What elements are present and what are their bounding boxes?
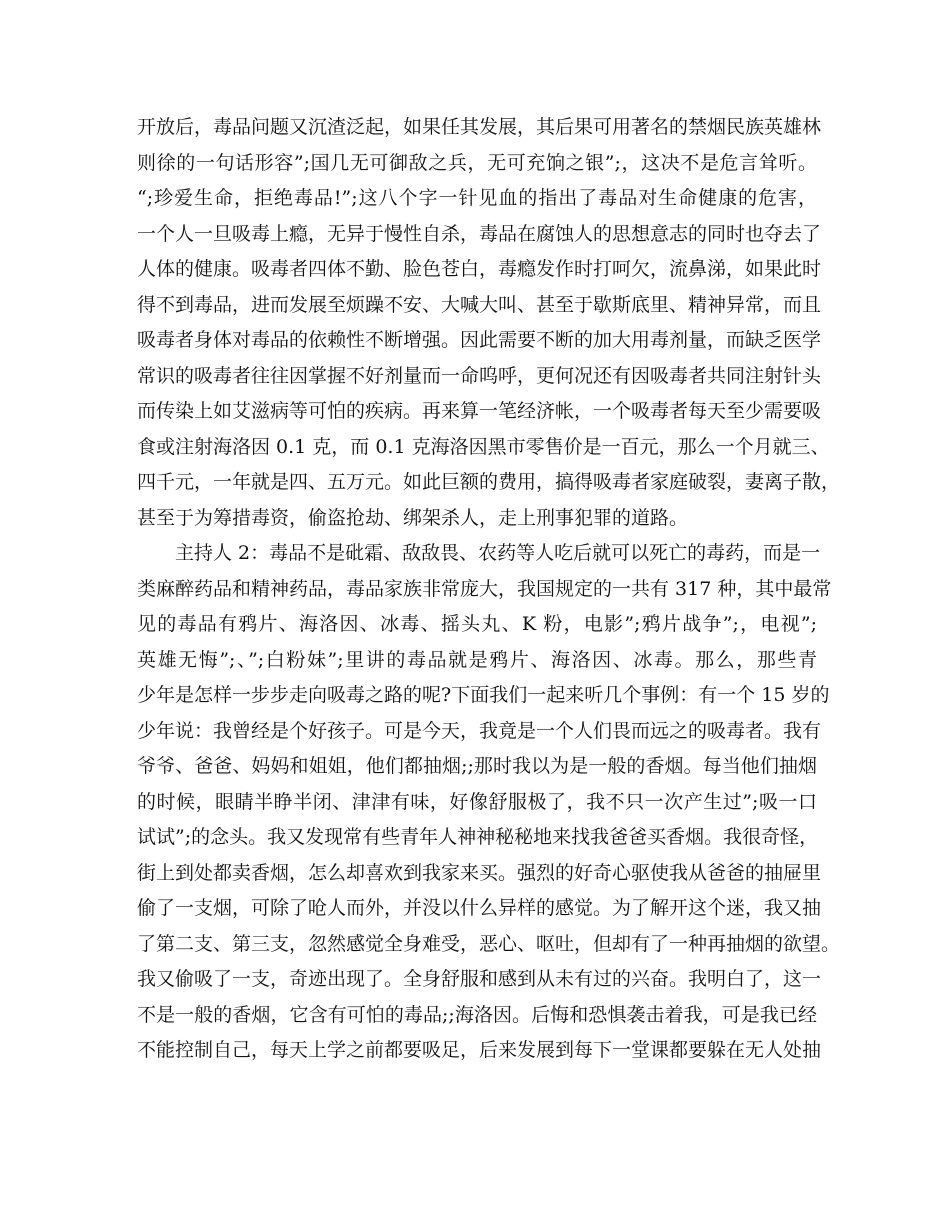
text-line: 吸毒者身体对毒品的依赖性不断增强。因此需要不断的加大用毒剂量，而缺乏医学 xyxy=(137,329,822,351)
text-line: 爷爷、爸爸、妈妈和姐姐，他们都抽烟;;那时我以为是一般的香烟。每当他们抽烟 xyxy=(137,755,817,777)
body-text xyxy=(137,110,841,1069)
text-line: 常识的吸毒者往往因掌握不好剂量而一命呜呼，更何况还有因吸毒者共同注射针头 xyxy=(137,364,822,387)
text-line: 我又偷吸了一支，奇迹出现了。全身舒服和感到从未有过的兴奋。我明白了，这一 xyxy=(137,968,822,990)
text-line: 少年说：我曾经是个好孩子。可是今天，我竟是一个人们畏而远之的吸毒者。我有 xyxy=(137,719,822,742)
text-line: 得不到毒品，进而发展至烦躁不安、大喊大叫、甚至于歇斯底里、精神异常，而且 xyxy=(137,293,822,316)
paragraph-start-line: 主持人 2：毒品不是砒霜、敌敌畏、农药等人吃后就可以死亡的毒药，而是一 xyxy=(175,542,821,564)
text-line: 开放后，毒品问题又沉渣泛起，如果任其发展，其后果可用著名的禁烟民族英雄林 xyxy=(137,116,822,138)
text-line: 四千元，一年就是四、五万元。如此巨额的费用，搞得吸毒者家庭破裂，妻离子散， xyxy=(137,471,841,493)
text-line: 甚至于为筹措毒资，偷盗抢劫、绑架杀人，走上刑事犯罪的道路。 xyxy=(137,506,689,529)
text-line: 而传染上如艾滋病等可怕的疾病。再来算一笔经济帐，一个吸毒者每天至少需要吸 xyxy=(137,400,822,422)
text-line: 少年是怎样一步步走向吸毒之路的呢?下面我们一起来听几个事例：有一个 15 岁的 xyxy=(137,684,830,706)
text-line: 一个人一旦吸毒上瘾，无异于慢性自杀，毒品在腐蚀人的思想意志的同时也夺去了 xyxy=(137,222,822,245)
text-line: 偷了一支烟，可除了呛人而外，并没以什么异样的感觉。为了解开这个迷，我又抽 xyxy=(137,897,822,919)
text-line: 见的毒品有鸦片、海洛因、冰毒、摇头丸、K 粉，电影”;鸦片战争”;，电视”; xyxy=(137,613,817,635)
text-line: 类麻醉药品和精神药品，毒品家族非常庞大，我国规定的一共有 317 种，其中最常 xyxy=(137,577,832,600)
text-line: 英雄无悔”;、”;白粉妹”;里讲的毒品就是鸦片、海洛因、冰毒。那么，那些青 xyxy=(137,648,817,671)
text-line: 不能控制自己，每天上学之前都要吸足，后来发展到每下一堂课都要躲在无人处抽 xyxy=(137,1039,822,1061)
text-line: 人体的健康。吸毒者四体不勤、脸色苍白，毒瘾发作时打呵欠，流鼻涕，如果此时 xyxy=(137,258,822,280)
text-line: 了第二支、第三支，忽然感觉全身难受，恶心、呕吐，但却有了一种再抽烟的欲望。 xyxy=(137,932,841,955)
text-line: 的时候，眼睛半睁半闭、津津有味，好像舒服极了，我不只一次产生过”;吸一口 xyxy=(137,790,817,813)
text-line: 食或注射海洛因 0.1 克，而 0.1 克海洛因黑市零售价是一百元，那么一个月就三、 xyxy=(137,435,830,458)
text-line: 街上到处都卖香烟，怎么却喜欢到我家来买。强烈的好奇心驱使我从爸爸的抽屉里 xyxy=(137,861,822,884)
text-line: 不是一般的香烟，它含有可怕的毒品;;海洛因。后悔和恐惧袭击着我，可是我已经 xyxy=(137,1003,817,1026)
text-line: 试试”;的念头。我又发现常有些青年人神神秘秘地来找我爸爸买香烟。我很奇怪， xyxy=(137,826,819,848)
text-line: “;珍爱生命，拒绝毒品!”;这八个字一针见血的指出了毒品对生命健康的危害， xyxy=(137,187,817,209)
text-line: 则徐的一句话形容”;国几无可御敌之兵，无可充饷之银”;，这决不是危言耸听。 xyxy=(137,151,817,174)
